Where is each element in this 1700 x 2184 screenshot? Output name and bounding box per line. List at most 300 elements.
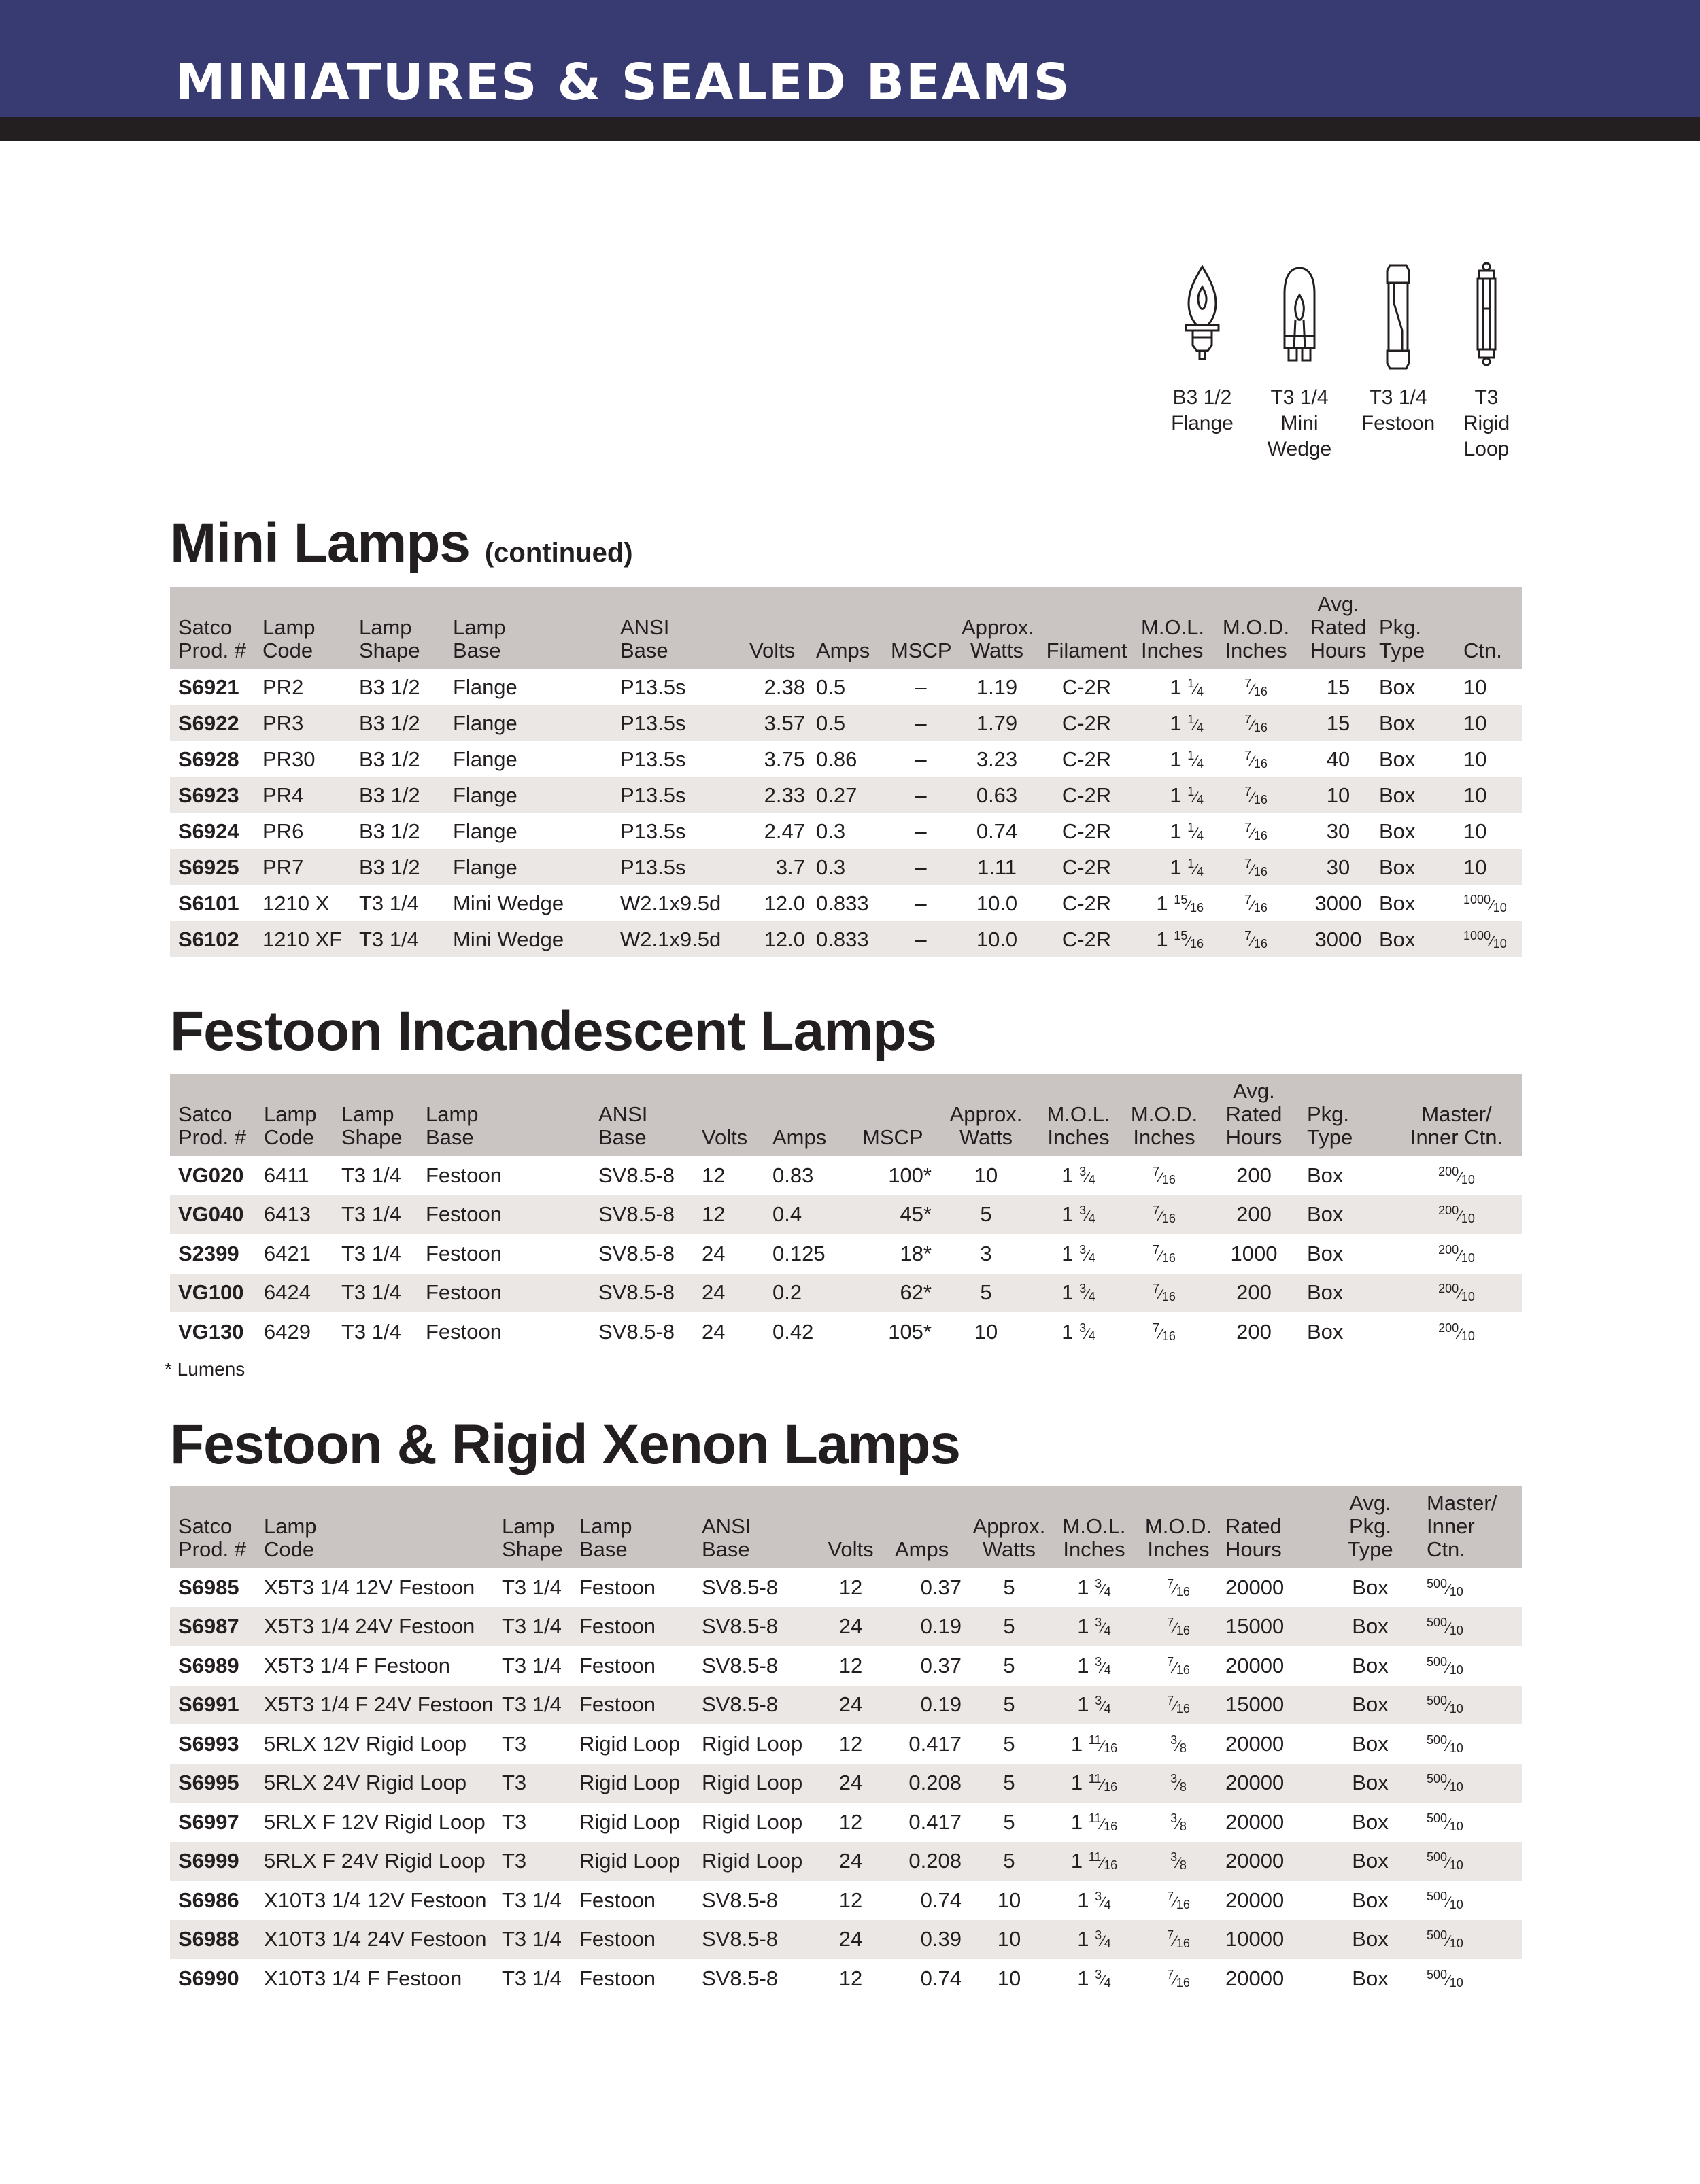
mini-lamps-subtitle: (continued): [484, 538, 633, 568]
table-cell: Box: [1371, 849, 1455, 885]
table-cell: B3 1/2: [359, 675, 420, 699]
table-cell: $^7⁄_{16}$: [1153, 1164, 1176, 1187]
table-cell: T3 1/4: [494, 1607, 571, 1647]
table-cell: $^7⁄_{16}$: [1167, 1967, 1190, 1990]
table-cell: $^{200}⁄_{10}$: [1438, 1242, 1475, 1265]
table-row: [170, 1920, 1522, 1960]
table-cell: X5T3 1/4 12V Festoon: [264, 1575, 475, 1599]
table-cell: Box: [1371, 777, 1455, 813]
column-header-lamp-code: [256, 1486, 494, 1568]
table-cell: 10000: [1217, 1920, 1316, 1960]
table-cell: $^7⁄_{16}$: [1244, 820, 1268, 842]
table-cell: Rigid Loop: [702, 1731, 803, 1756]
mini-lamps-heading: Mini Lamps: [170, 512, 471, 574]
table-cell: $^{500}⁄_{10}$: [1427, 1654, 1463, 1677]
table-cell: 10: [1463, 747, 1487, 771]
table-cell: Box: [1316, 1920, 1418, 1960]
column-header-ctn: [1455, 587, 1522, 669]
product-number-cell: S6988: [170, 1920, 256, 1960]
table-row: [170, 705, 1522, 741]
table-row: [170, 741, 1522, 777]
festoon-xenon-table: [170, 1486, 1522, 1998]
column-header-line: Lamp: [453, 615, 506, 639]
table-cell: 12: [838, 1731, 863, 1756]
table-cell: $^{1000}⁄_{10}$: [1455, 921, 1522, 957]
table-cell: T3 1/4: [502, 1653, 562, 1677]
table-cell: 1.19: [976, 675, 1018, 699]
table-cell: 2.38: [764, 675, 805, 699]
column-header-line: Watts: [959, 1125, 1013, 1149]
column-header-line: Inches: [1063, 1537, 1125, 1561]
table-cell: P13.5s: [612, 777, 741, 813]
table-cell: X10T3 1/4 12V Festoon: [264, 1888, 487, 1912]
table-cell: $^{200}⁄_{10}$: [1386, 1274, 1522, 1313]
table-cell: $^3⁄_8$: [1170, 1811, 1187, 1833]
table-cell: T3 1/4: [359, 891, 419, 915]
table-cell: SV8.5-8: [694, 1920, 809, 1960]
table-header-row: [170, 1074, 1522, 1156]
table-cell: P13.5s: [612, 705, 741, 741]
table-cell: 12.0: [741, 921, 808, 957]
column-header-satco-prod: [170, 1074, 256, 1156]
table-cell: 10: [1300, 777, 1371, 813]
table-cell: SV8.5-8: [694, 1686, 809, 1725]
table-cell: 0.208: [887, 1842, 964, 1881]
column-header-line: Filament: [1046, 638, 1127, 662]
column-header-avg-rated-hours: [1300, 587, 1371, 669]
table-cell: SV8.5-8: [702, 1966, 779, 1990]
table-cell: 0.417: [908, 1809, 962, 1834]
table-row: [170, 921, 1522, 957]
table-cell: $^{200}⁄_{10}$: [1438, 1164, 1475, 1187]
table-cell: PR4: [254, 777, 351, 813]
table-cell: PR6: [262, 819, 304, 843]
table-cell: 1 $^{15}⁄_{16}$: [1156, 891, 1204, 915]
bulb-shape-label: T3 1/4: [1270, 386, 1329, 409]
table-cell: 5RLX F 12V Rigid Loop: [264, 1809, 486, 1834]
column-header-line: Volts: [702, 1125, 748, 1149]
table-cell: SV8.5-8: [702, 1575, 779, 1599]
table-cell: 5: [1003, 1653, 1015, 1677]
table-cell: 0.19: [887, 1686, 964, 1725]
column-header-line: Rated: [1310, 615, 1367, 639]
table-cell: $^3⁄_8$: [1134, 1842, 1217, 1881]
table-cell: 10: [974, 1163, 998, 1187]
column-header-avg-rated-hours: [1204, 1074, 1299, 1156]
table-cell: T3 1/4: [502, 1575, 562, 1599]
table-cell: X5T3 1/4 F Festoon: [264, 1653, 450, 1677]
table-cell: $^7⁄_{16}$: [1167, 1654, 1190, 1677]
table-cell: $^7⁄_{16}$: [1167, 1576, 1190, 1599]
table-cell: 0.83: [772, 1163, 814, 1187]
table-cell: 1 $^1⁄_4$: [1133, 777, 1206, 813]
column-header-line: Base: [579, 1537, 628, 1561]
table-cell: 0.86: [816, 747, 857, 771]
column-header-line: Hours: [1310, 638, 1367, 662]
table-cell: T3 1/4: [341, 1163, 401, 1187]
table-cell: 0.5: [808, 705, 883, 741]
table-cell: Mini Wedge: [453, 891, 564, 915]
table-cell: 12.0: [764, 891, 805, 915]
table-cell: 6424: [256, 1274, 333, 1313]
table-cell: Box: [1316, 1607, 1418, 1647]
table-cell: –: [883, 777, 953, 813]
table-cell: Box: [1299, 1195, 1386, 1235]
table-row: [170, 1195, 1522, 1235]
table-cell: Flange: [453, 675, 517, 699]
table-cell: $^7⁄_{16}$: [1119, 1195, 1204, 1235]
column-header-line: Code: [264, 1125, 315, 1149]
table-cell: SV8.5-8: [598, 1163, 675, 1187]
table-cell: $^3⁄_8$: [1134, 1764, 1217, 1803]
table-cell: Festoon: [426, 1241, 503, 1265]
table-cell: 30: [1326, 819, 1350, 843]
column-header-line: M.O.L.: [1062, 1514, 1126, 1538]
table-cell: X5T3 1/4 24V Festoon: [256, 1607, 494, 1647]
column-header-line: Type: [1379, 638, 1425, 662]
table-cell: T3 1/4: [333, 1274, 418, 1313]
table-cell: 1 $^3⁄_4$: [1077, 1575, 1111, 1599]
product-number-cell: S6102: [170, 921, 254, 957]
column-header-line: Pkg.: [1307, 1102, 1350, 1126]
table-cell: –: [883, 705, 953, 741]
table-cell: C-2R: [1061, 747, 1112, 771]
product-number-cell: S6923: [170, 777, 254, 813]
table-cell: 0.37: [920, 1653, 962, 1677]
bulb-shape-label: Mini: [1280, 412, 1319, 434]
column-header-line: Hours: [1225, 1537, 1282, 1561]
column-header-line: Volts: [749, 638, 796, 662]
table-cell: Box: [1352, 1575, 1389, 1599]
table-cell: 1 $^1⁄_4$: [1170, 675, 1204, 699]
table-cell: 10: [997, 1888, 1021, 1912]
column-header-lamp-code: [256, 1074, 333, 1156]
table-cell: 0.37: [920, 1575, 962, 1599]
bulb-shape-rigid-loop: [1452, 261, 1520, 462]
table-cell: 6413: [256, 1195, 333, 1235]
table-cell: SV8.5-8: [598, 1241, 675, 1265]
table-cell: 10: [1463, 675, 1487, 699]
column-header-line: Avg.: [1317, 592, 1359, 616]
table-cell: $^7⁄_{16}$: [1244, 676, 1268, 698]
table-cell: 200: [1204, 1195, 1299, 1235]
table-cell: 12: [702, 1163, 726, 1187]
column-header-line: Lamp: [359, 615, 412, 639]
table-cell: 2.33: [741, 777, 808, 813]
table-cell: Flange: [445, 777, 612, 813]
column-header-line: Base: [598, 1125, 647, 1149]
table-cell: $^7⁄_{16}$: [1153, 1242, 1176, 1265]
table-cell: 5: [964, 1764, 1049, 1803]
table-cell: Festoon: [418, 1195, 590, 1235]
table-cell: 20000: [1217, 1764, 1316, 1803]
table-cell: Flange: [445, 849, 612, 885]
table-cell: 20000: [1225, 1966, 1285, 1990]
table-cell: 12: [838, 1966, 863, 1990]
column-header-approx-watts: [934, 1074, 1032, 1156]
table-cell: B3 1/2: [359, 747, 420, 771]
table-cell: B3 1/2: [351, 705, 445, 741]
column-header-line: Inches: [1147, 1537, 1210, 1561]
table-cell: T3 1/4: [333, 1195, 418, 1235]
table-cell: Box: [1379, 819, 1416, 843]
table-cell: Festoon: [418, 1274, 590, 1313]
table-cell: SV8.5-8: [590, 1195, 694, 1235]
column-header-volts: [694, 1074, 764, 1156]
column-header-line: Pkg.: [1379, 615, 1422, 639]
table-row: [170, 1842, 1522, 1881]
table-cell: 1 $^{11}⁄_{16}$: [1070, 1731, 1118, 1756]
table-cell: 1210 XF: [254, 921, 351, 957]
table-cell: 3.7: [741, 849, 808, 885]
table-cell: Box: [1307, 1319, 1344, 1344]
bulb-shape-label: Wedge: [1267, 438, 1332, 460]
table-cell: 15: [1326, 675, 1350, 699]
table-cell: 0.27: [808, 777, 883, 813]
column-header-lamp-base: [445, 587, 612, 669]
table-row: [170, 813, 1522, 849]
column-header-approx-watts: [964, 1486, 1049, 1568]
table-cell: 10: [997, 1966, 1021, 1990]
table-cell: 1 $^3⁄_4$: [1032, 1195, 1119, 1235]
product-number-cell: S6922: [170, 705, 254, 741]
table-cell: 2.47: [764, 819, 805, 843]
column-header-line: Lamp: [262, 615, 316, 639]
table-row: [170, 1724, 1522, 1764]
column-header-line: Inches: [1047, 1125, 1110, 1149]
table-cell: Festoon: [571, 1686, 694, 1725]
table-cell: P13.5s: [612, 849, 741, 885]
table-cell: 10.0: [953, 921, 1035, 957]
bulb-shape-festoon: [1357, 261, 1439, 437]
table-cell: $^7⁄_{16}$: [1206, 921, 1300, 957]
table-cell: 10: [964, 1920, 1049, 1960]
table-cell: Box: [1371, 705, 1455, 741]
table-cell: Box: [1371, 921, 1455, 957]
table-cell: $^{1000}⁄_{10}$: [1463, 892, 1507, 915]
table-cell: 1 $^3⁄_4$: [1077, 1653, 1111, 1677]
column-header-line: M.O.L.: [1047, 1102, 1110, 1126]
column-header-line: Base: [620, 638, 668, 662]
column-header-line: Rated: [1225, 1102, 1282, 1126]
column-header-line: Watts: [982, 1537, 1036, 1561]
bulb-shape-label: Flange: [1171, 412, 1234, 434]
column-header-mscp: [883, 587, 953, 669]
column-header-line: MSCP: [891, 638, 952, 662]
table-cell: Box: [1379, 891, 1416, 915]
column-header-line: Satco: [178, 1102, 233, 1126]
table-cell: $^{500}⁄_{10}$: [1418, 1607, 1522, 1647]
table-cell: 0.833: [816, 891, 869, 915]
table-cell: C-2R: [1061, 675, 1112, 699]
table-cell: Festoon: [426, 1163, 503, 1187]
table-cell: T3: [502, 1809, 527, 1834]
table-cell: 24: [702, 1319, 726, 1344]
table-cell: 0.42: [772, 1319, 814, 1344]
table-cell: $^7⁄_{16}$: [1244, 748, 1268, 770]
mini-lamps-title: [170, 511, 633, 575]
column-header-master-inner-ctn: [1386, 1074, 1522, 1156]
product-number-cell: VG020: [178, 1163, 244, 1187]
table-cell: 0.2: [764, 1274, 854, 1313]
table-cell: SV8.5-8: [702, 1653, 779, 1677]
table-row: [170, 1803, 1522, 1842]
table-cell: 18*: [900, 1241, 932, 1265]
table-cell: P13.5s: [620, 819, 686, 843]
table-cell: 20000: [1225, 1575, 1285, 1599]
table-row: [170, 1607, 1522, 1647]
table-cell: X10T3 1/4 F Festoon: [264, 1966, 462, 1990]
bulb-shapes: [0, 261, 1700, 479]
table-row: [170, 777, 1522, 813]
table-cell: Box: [1379, 675, 1416, 699]
table-cell: Box: [1352, 1731, 1389, 1756]
table-row: [170, 1312, 1522, 1352]
table-cell: $^7⁄_{16}$: [1119, 1274, 1204, 1313]
table-cell: 5: [1003, 1731, 1015, 1756]
table-cell: Flange: [453, 819, 517, 843]
table-cell: C-2R: [1035, 921, 1133, 957]
table-cell: 5: [1003, 1809, 1015, 1834]
table-cell: C-2R: [1035, 777, 1133, 813]
product-number-cell: VG130: [178, 1319, 244, 1344]
table-cell: 3000: [1314, 891, 1362, 915]
table-cell: PR30: [262, 747, 316, 771]
bulb-shape-label: T3: [1474, 386, 1499, 409]
table-row: [170, 1234, 1522, 1274]
table-cell: T3: [494, 1764, 571, 1803]
table-cell: SV8.5-8: [694, 1607, 809, 1647]
table-cell: 0.74: [920, 1888, 962, 1912]
table-cell: 1 $^3⁄_4$: [1077, 1966, 1111, 1990]
table-cell: 0.39: [887, 1920, 964, 1960]
bulb-shape-label: Loop: [1463, 438, 1510, 460]
table-cell: 0.125: [772, 1241, 826, 1265]
product-number-cell: S6995: [170, 1764, 256, 1803]
table-cell: 1.79: [953, 705, 1035, 741]
table-cell: Box: [1316, 1686, 1418, 1725]
column-header-lamp-base: [418, 1074, 590, 1156]
table-cell: Box: [1379, 747, 1416, 771]
column-header-master-inner-ctn: [1418, 1486, 1522, 1568]
table-cell: 0.833: [808, 921, 883, 957]
rigid-loop-bulb-icon: [1469, 261, 1503, 377]
column-header-line: Lamp: [341, 1102, 394, 1126]
column-header-line: Amps: [895, 1537, 949, 1561]
table-cell: 1 $^{11}⁄_{16}$: [1070, 1809, 1118, 1834]
table-cell: P13.5s: [620, 675, 686, 699]
table-cell: 24: [809, 1686, 887, 1725]
table-cell: 3.75: [764, 747, 805, 771]
table-cell: 5: [934, 1274, 1032, 1313]
column-header-ansi-base: [612, 587, 741, 669]
table-cell: 10: [974, 1319, 998, 1344]
table-cell: 5RLX F 24V Rigid Loop: [256, 1842, 494, 1881]
column-header-rated-hours: [1217, 1486, 1316, 1568]
table-cell: PR7: [254, 849, 351, 885]
table-cell: 10: [1455, 705, 1522, 741]
table-cell: $^7⁄_{16}$: [1167, 1889, 1190, 1911]
table-cell: Rigid Loop: [579, 1731, 681, 1756]
table-cell: –: [915, 891, 927, 915]
product-number-cell: S6991: [170, 1686, 256, 1725]
table-header-row: [170, 587, 1522, 669]
table-cell: 1 $^3⁄_4$: [1049, 1920, 1134, 1960]
table-row: [170, 669, 1522, 705]
column-header-line: Shape: [341, 1125, 403, 1149]
table-cell: 5RLX 24V Rigid Loop: [256, 1764, 494, 1803]
column-header-line: Satco: [178, 1514, 233, 1538]
table-cell: W2.1x9.5d: [612, 921, 741, 957]
table-cell: Rigid Loop: [571, 1842, 694, 1881]
table-cell: $^7⁄_{16}$: [1206, 777, 1300, 813]
product-number-cell: S6928: [178, 747, 239, 771]
table-cell: –: [915, 675, 927, 699]
table-cell: 20000: [1217, 1842, 1316, 1881]
table-cell: 24: [694, 1274, 764, 1313]
table-cell: 1 $^3⁄_4$: [1061, 1319, 1095, 1344]
table-cell: 20000: [1225, 1653, 1285, 1677]
table-cell: $^{500}⁄_{10}$: [1418, 1686, 1522, 1725]
table-cell: 12: [838, 1653, 863, 1677]
column-header-line: Lamp: [264, 1102, 317, 1126]
table-cell: Box: [1307, 1163, 1344, 1187]
table-cell: Flange: [453, 747, 517, 771]
product-number-cell: VG040: [170, 1195, 256, 1235]
product-number-cell: VG100: [170, 1274, 256, 1313]
table-cell: 1 $^3⁄_4$: [1077, 1888, 1111, 1912]
table-cell: $^7⁄_{16}$: [1206, 705, 1300, 741]
column-header-line: MSCP: [862, 1125, 923, 1149]
table-cell: $^{500}⁄_{10}$: [1427, 1967, 1463, 1990]
column-header-line: Shape: [359, 638, 420, 662]
column-header-satco-prod: [170, 1486, 256, 1568]
column-header-line: Watts: [970, 638, 1024, 662]
column-header-line: M.O.D.: [1222, 615, 1290, 639]
table-cell: 30: [1300, 849, 1371, 885]
table-cell: 0.19: [887, 1607, 964, 1647]
column-header-line: Lamp: [264, 1514, 317, 1538]
table-cell: Box: [1352, 1653, 1389, 1677]
table-cell: 10: [1463, 819, 1487, 843]
column-header-line: Master/: [1427, 1491, 1497, 1515]
table-cell: –: [883, 849, 953, 885]
product-number-cell: S6999: [170, 1842, 256, 1881]
table-cell: 15000: [1217, 1686, 1316, 1725]
table-row: [170, 885, 1522, 921]
table-cell: PR2: [262, 675, 304, 699]
table-cell: T3 1/4: [494, 1686, 571, 1725]
column-header-line: Shape: [502, 1537, 563, 1561]
column-header-line: Prod. #: [178, 1537, 246, 1561]
table-cell: SV8.5-8: [590, 1274, 694, 1313]
column-header-m-o-l-inches: [1032, 1074, 1119, 1156]
table-row: [170, 1881, 1522, 1920]
column-header-line: Type: [1307, 1125, 1353, 1149]
table-cell: 100*: [888, 1163, 932, 1187]
bulb-shape-label: T3 1/4: [1369, 386, 1427, 409]
table-cell: Rigid Loop: [694, 1764, 809, 1803]
product-number-cell: S6924: [178, 819, 239, 843]
table-cell: 5: [964, 1607, 1049, 1647]
column-header-line: Amps: [772, 1125, 827, 1149]
column-header-filament: [1035, 587, 1133, 669]
table-cell: 10.0: [976, 891, 1018, 915]
column-header-amps: [887, 1486, 964, 1568]
column-header-satco-prod: [170, 587, 254, 669]
table-cell: Box: [1316, 1842, 1418, 1881]
table-cell: 0.3: [808, 849, 883, 885]
